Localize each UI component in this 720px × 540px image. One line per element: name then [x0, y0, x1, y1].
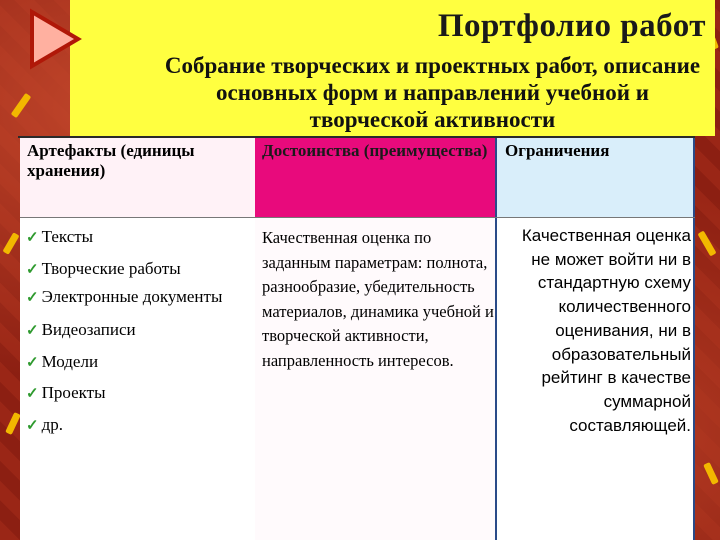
list-item: ✓ Проекты [26, 383, 106, 402]
page-subtitle: Собрание творческих и проектных работ, описание основных форм и направлений учебной и творческой активности [164, 53, 701, 132]
advantages-text: Качественная оценка по заданным параметрам: полнота, разнообразие, убедительность материалов, динамика учебной и творческой активности, направленность интересов. [262, 228, 494, 370]
header-advantages: Достоинства (преимущества) [262, 141, 488, 160]
table-top-border [18, 136, 695, 138]
artifacts-list [26, 222, 251, 441]
checkmark-icon: ✓ [26, 417, 39, 434]
list-item: ✓ Электронные документы [26, 287, 223, 306]
checkmark-icon: ✓ [26, 354, 39, 371]
limitations-text: Качественная оценка не может войти ни в стандартную схему количественного оценивания, ни в образовательный рейтинг в качестве суммарной составляющей. [521, 226, 691, 435]
page-title: Портфолио работ [437, 8, 706, 44]
list-item: ✓ др. [26, 414, 63, 434]
list-item: ✓ Модели [26, 351, 99, 371]
checkmark-icon: ✓ [26, 290, 39, 306]
checkmark-icon: ✓ [26, 261, 39, 278]
header-artifacts: Артефакты (единицы хранения) [27, 141, 195, 180]
list-item: ✓ Творческие работы [26, 258, 181, 278]
checkmark-icon: ✓ [26, 323, 39, 339]
header-divider [20, 217, 695, 218]
play-arrow-icon [28, 8, 82, 70]
header-limitations: Ограничения [505, 141, 610, 160]
list-item: ✓ Видеозаписи [26, 320, 136, 339]
checkmark-icon: ✓ [26, 230, 39, 246]
checkmark-icon: ✓ [26, 386, 39, 402]
list-item: ✓ Тексты [26, 227, 94, 246]
